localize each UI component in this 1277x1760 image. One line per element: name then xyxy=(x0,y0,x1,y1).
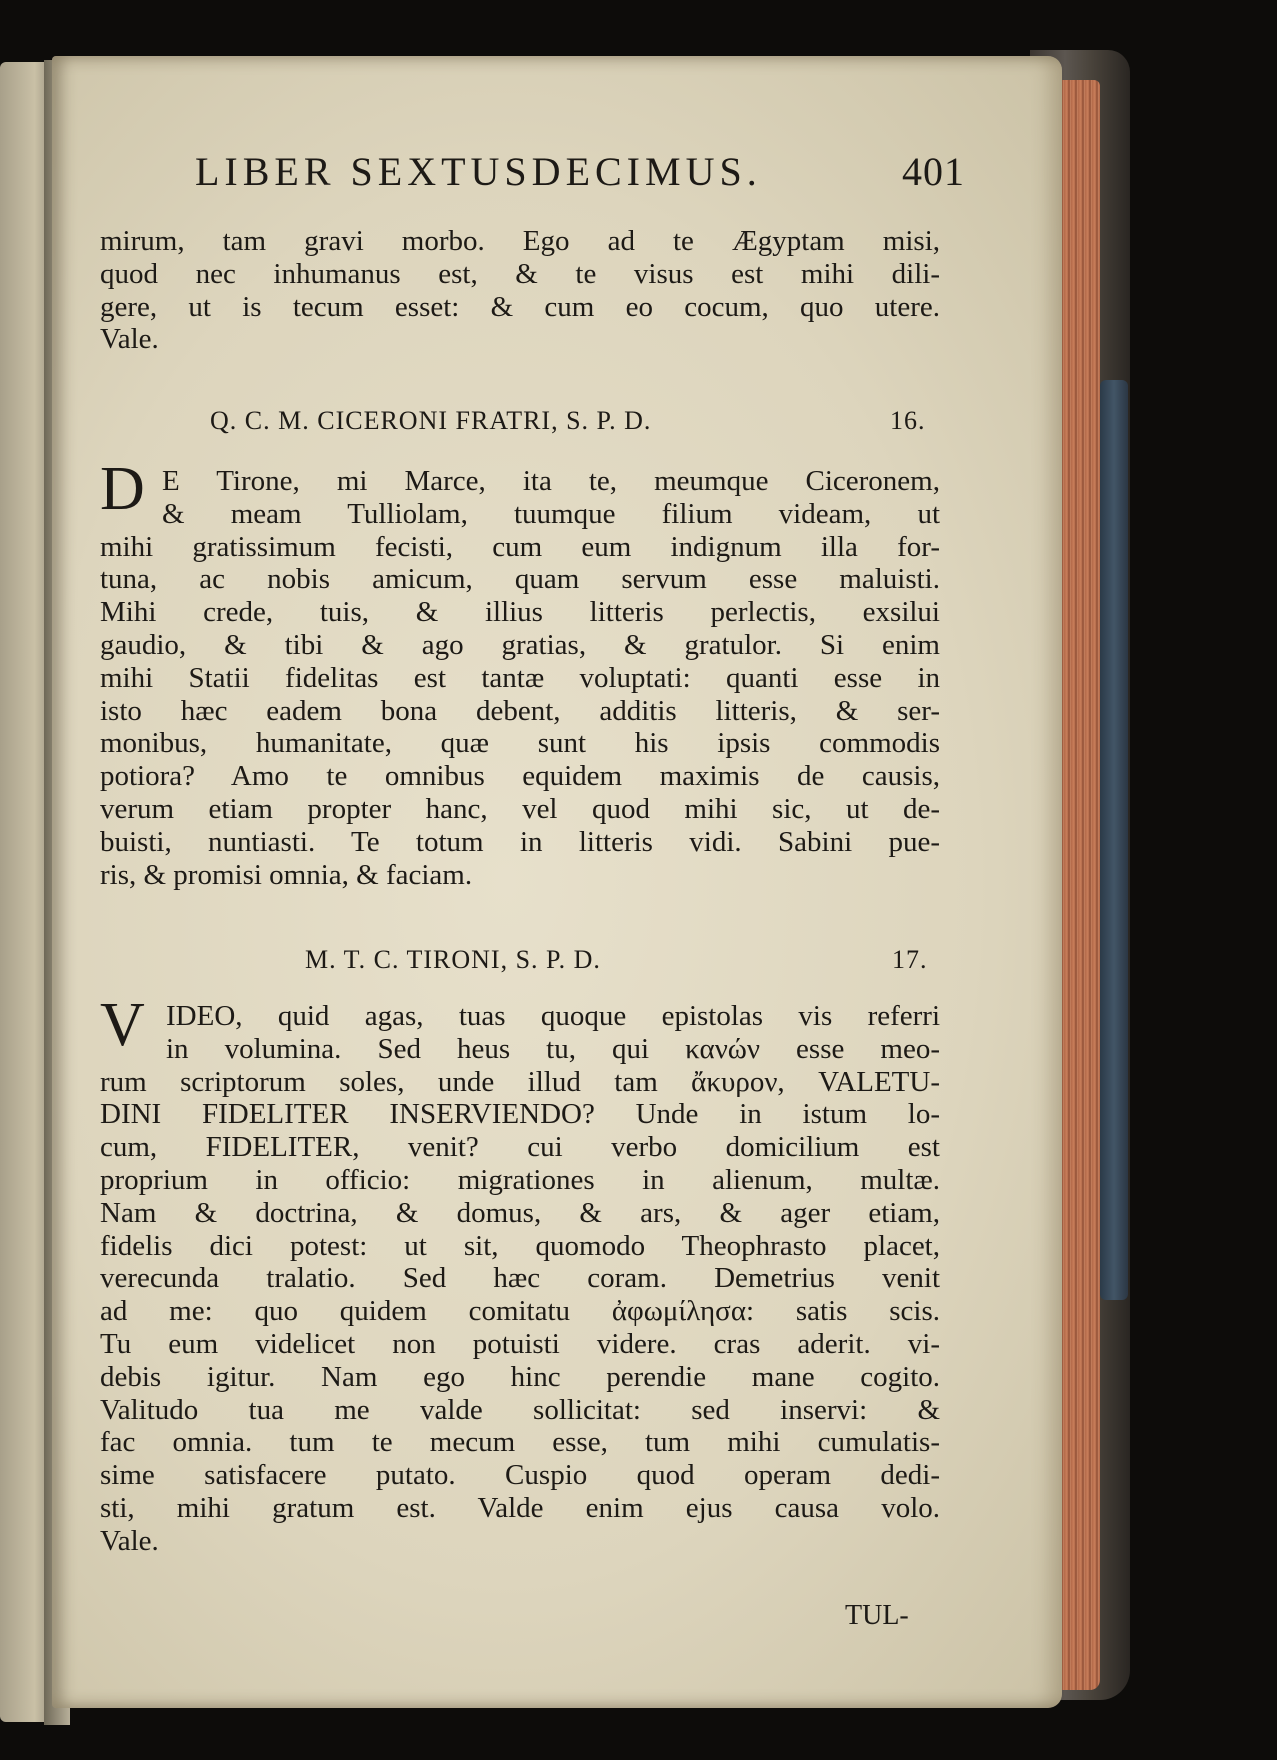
text-line: Mihi crede, tuis, & illius litteris perlectis, exsilui xyxy=(100,596,940,629)
text-line: in volumina. Sed heus tu, qui κανών esse meo- xyxy=(166,1032,940,1065)
text-line: proprium in officio: migrationes in alienum, multæ. xyxy=(100,1163,940,1196)
text-line: Tu eum videlicet non potuisti videre. cras aderit. vi- xyxy=(100,1327,940,1360)
text-line: mihi gratissimum fecisti, cum eum indignum illa for- xyxy=(100,530,940,563)
text-line: gere, ut is tecum esset: & cum eo cocum, quo utere. xyxy=(100,290,940,323)
letter-17-dropcap: V xyxy=(100,991,145,1059)
text-line: mirum, tam gravi morbo. Ego ad te Ægyptam misi, xyxy=(100,225,940,257)
text-line: sime satisfacere putato. Cuspio quod operam dedi- xyxy=(100,1459,940,1492)
text-line: tuna, ac nobis amicum, quam servum esse maluisti. xyxy=(100,563,940,596)
text-line: Nam & doctrina, & domus, & ars, & ager etiam, xyxy=(100,1196,940,1229)
text-line: Vale. xyxy=(100,1524,159,1557)
text-line: E Tirone, mi Marce, ita te, meumque Ciceronem, xyxy=(162,465,940,497)
text-line: mihi Statii fidelitas est tantæ voluptati: quanti esse in xyxy=(100,661,940,694)
running-head-title: LIBER SEXTUSDECIMUS. xyxy=(195,149,762,194)
letter-16-body xyxy=(100,465,940,891)
cover-binding xyxy=(1100,380,1128,1300)
text-line: potiora? Amo te omnibus equidem maximis de causis, xyxy=(100,760,940,793)
text-line: gaudio, & tibi & ago gratias, & gratulor. Si enim xyxy=(100,628,940,661)
text-line: quod nec inhumanus est, & te visus est mihi dili- xyxy=(100,257,940,290)
text-line: monibus, humanitate, quæ sunt his ipsis commodis xyxy=(100,727,940,760)
text-line: fac omnia. tum te mecum esse, tum mihi cumulatis- xyxy=(100,1426,940,1459)
text-line: ris, & promisi omnia, & faciam. xyxy=(100,858,473,891)
letter-16-dropcap: D xyxy=(100,455,145,523)
text-line: rum scriptorum soles, unde illud tam ἄκυρον, VALETU- xyxy=(100,1065,940,1098)
text-line: verum etiam propter hanc, vel quod mihi sic, ut de- xyxy=(100,792,940,825)
paragraph-continuation xyxy=(100,225,940,356)
catchword: TUL- xyxy=(845,1600,909,1631)
letter-17-heading: M. T. C. TIRONI, S. P. D. xyxy=(305,945,601,974)
letter-17-body xyxy=(100,1000,940,1558)
text-line: cum, FIDELITER, venit? cui verbo domicilium est xyxy=(100,1131,940,1164)
text-line: fidelis dici potest: ut sit, quomodo Theophrasto placet, xyxy=(100,1229,940,1262)
text-line: DINI FIDELITER INSERVIENDO? Unde in istum lo- xyxy=(100,1098,940,1131)
text-line: Valitudo tua me valde sollicitat: sed inservi: & xyxy=(100,1393,940,1426)
text-line: sti, mihi gratum est. Valde enim ejus causa volo. xyxy=(100,1491,940,1524)
letter-17-number: 17. xyxy=(892,945,928,974)
page-number: 401 xyxy=(902,149,965,194)
text-line: buisti, nuntiasti. Te totum in litteris vidi. Sabini pue- xyxy=(100,825,940,858)
text-line: isto hæc eadem bona debent, additis litteris, & ser- xyxy=(100,694,940,727)
running-head xyxy=(195,148,965,208)
text-line: & meam Tulliolam, tuumque filium videam, ut xyxy=(162,497,940,530)
text-line: verecunda tralatio. Sed hæc coram. Demetrius venit xyxy=(100,1262,940,1295)
letter-16-heading: Q. C. M. CICERONI FRATRI, S. P. D. xyxy=(210,406,652,435)
text-line: debis igitur. Nam ego hinc perendie mane cogito. xyxy=(100,1360,940,1393)
text-line: IDEO, quid agas, tuas quoque epistolas vis referri xyxy=(166,1000,940,1032)
text-line: Vale. xyxy=(100,323,159,356)
letter-16-number: 16. xyxy=(890,406,926,435)
text-line: ad me: quo quidem comitatu ἀφωμίλησα: satis scis. xyxy=(100,1295,940,1328)
